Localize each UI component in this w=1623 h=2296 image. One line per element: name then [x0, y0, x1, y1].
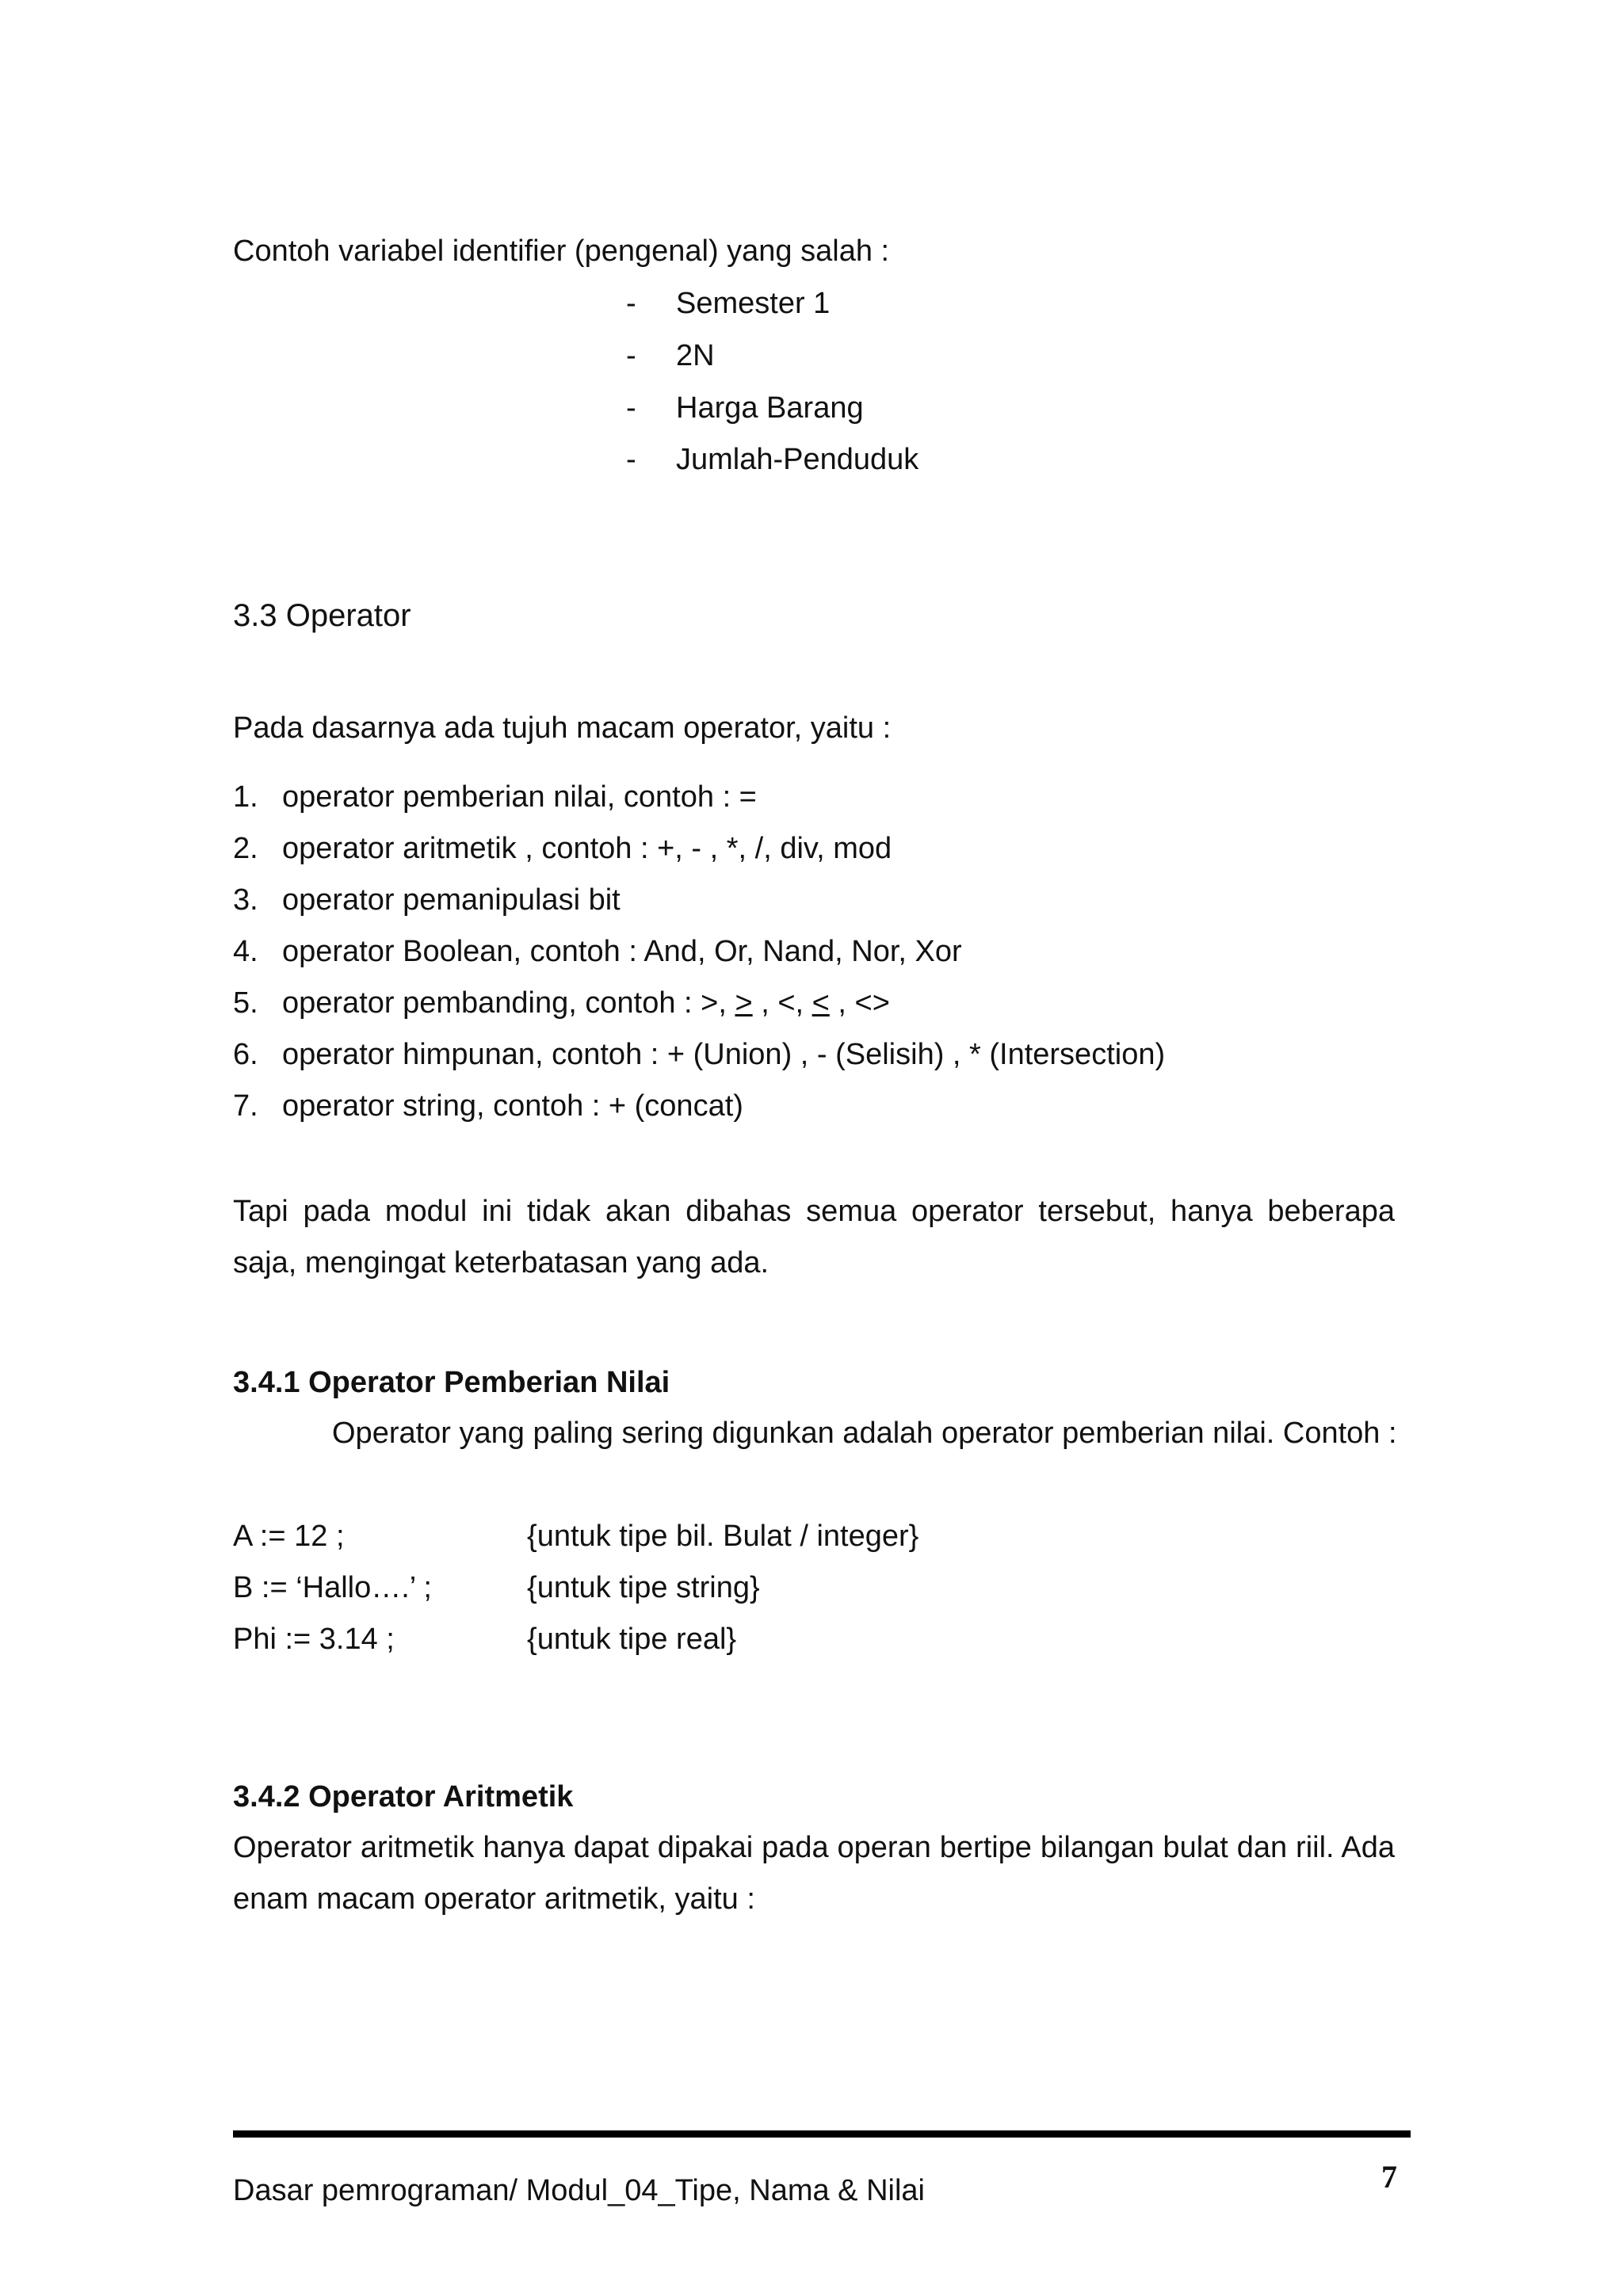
list-item-text: , <,	[752, 986, 812, 1020]
list-item: operator aritmetik , contoh : +, - , *, /, div, mod	[282, 832, 892, 865]
list-bullet: -	[626, 391, 636, 425]
example-comment: {untuk tipe bil. Bulat / integer}	[527, 1520, 919, 1553]
list-number: 4.	[233, 935, 258, 968]
list-number: 5.	[233, 986, 258, 1020]
example-comment: {untuk tipe string}	[527, 1571, 760, 1604]
section-3-3-note-line: Tapi pada modul ini tidak akan dibahas semua operator tersebut, hanya beberapa	[233, 1195, 1395, 1228]
section-heading-3-3: 3.3 Operator	[233, 598, 411, 633]
list-bullet: -	[626, 287, 636, 320]
list-number: 6.	[233, 1038, 258, 1071]
list-item: operator himpunan, contoh : + (Union) , - (Selisih) , * (Intersection)	[282, 1038, 1166, 1071]
section-3-4-1-intro: Operator yang paling sering digunkan adalah operator pemberian nilai. Contoh :	[332, 1417, 1397, 1450]
list-number: 2.	[233, 832, 258, 865]
wrong-identifier-item: Jumlah-Penduduk	[676, 443, 919, 476]
section-heading-3-4-2: 3.4.2 Operator Aritmetik	[233, 1780, 574, 1814]
section-heading-3-4-1: 3.4.1 Operator Pemberian Nilai	[233, 1366, 670, 1399]
list-item: operator string, contoh : + (concat)	[282, 1089, 743, 1123]
list-bullet: -	[626, 443, 636, 476]
wrong-identifier-item: Semester 1	[676, 287, 831, 320]
list-item: operator pemanipulasi bit	[282, 883, 621, 917]
list-item-text: operator pembanding, contoh : >,	[282, 986, 735, 1020]
section-3-3-intro: Pada dasarnya ada tujuh macam operator, yaitu :	[233, 711, 892, 745]
greater-equal-symbol: >	[735, 986, 753, 1020]
list-number: 3.	[233, 883, 258, 917]
less-equal-symbol: <	[812, 986, 830, 1020]
example-code: B := ‘Hallo….’ ;	[233, 1571, 432, 1604]
list-item: operator Boolean, contoh : And, Or, Nand, Nor, Xor	[282, 935, 962, 968]
list-item	[282, 988, 890, 1018]
footer-divider	[233, 2130, 1411, 2138]
list-number: 7.	[233, 1089, 258, 1123]
wrong-identifier-item: 2N	[676, 339, 715, 372]
page-number: 7	[1381, 2159, 1397, 2195]
list-bullet: -	[626, 339, 636, 372]
section-3-4-2-text-line: enam macam operator aritmetik, yaitu :	[233, 1882, 755, 1916]
example-comment: {untuk tipe real}	[527, 1623, 737, 1656]
section-3-4-2-text-line: Operator aritmetik hanya dapat dipakai pada operan bertipe bilangan bulat dan riil. Ada	[233, 1831, 1395, 1864]
list-item: operator pemberian nilai, contoh : =	[282, 780, 757, 814]
example-code: A := 12 ;	[233, 1520, 345, 1553]
wrong-identifiers-intro: Contoh variabel identifier (pengenal) yang salah :	[233, 235, 890, 268]
list-item-text: , <>	[829, 986, 890, 1020]
list-number: 1.	[233, 780, 258, 814]
footer-text: Dasar pemrograman/ Modul_04_Tipe, Nama & Nilai	[233, 2174, 925, 2207]
example-code: Phi := 3.14 ;	[233, 1623, 395, 1656]
section-3-3-note-line: saja, mengingat keterbatasan yang ada.	[233, 1246, 769, 1280]
wrong-identifier-item: Harga Barang	[676, 391, 864, 425]
